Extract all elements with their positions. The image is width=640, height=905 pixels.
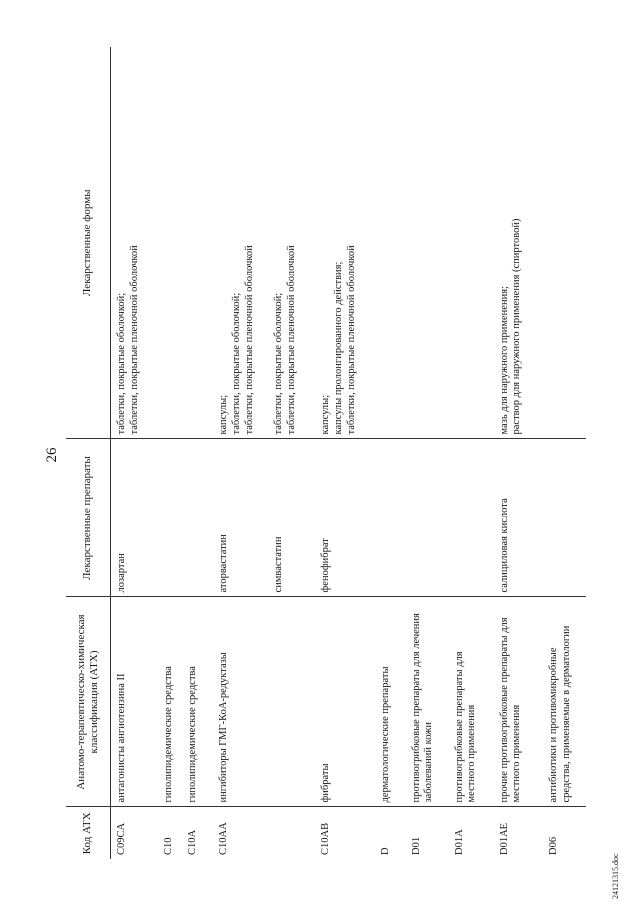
cell-classification-line: средства, применяемые в дерматологии	[560, 625, 572, 803]
cell-classification-line: заболеваний кожи	[423, 721, 435, 803]
cell-forms-line: таблетки, покрытые пленочной оболочкой	[243, 245, 255, 435]
cell-code: C10AB	[320, 822, 332, 855]
table-row	[449, 47, 494, 859]
cell-code: D06	[547, 836, 559, 855]
cell-forms	[449, 47, 494, 439]
cell-classification	[406, 597, 449, 807]
cell-classification	[375, 597, 406, 807]
header-drugs: Лекарственные препараты	[66, 439, 111, 597]
cell-forms-line: таблетки, покрытые пленочной оболочкой	[346, 245, 357, 435]
cell-code: D01A	[453, 829, 465, 855]
cell-classification	[315, 597, 374, 807]
table-row	[315, 47, 374, 859]
header-code: Код АТХ	[66, 807, 111, 859]
cell-drug	[375, 439, 406, 597]
table-body	[111, 47, 587, 859]
header-forms: Лекарственные формы	[66, 47, 111, 439]
cell-drug	[449, 439, 494, 597]
cell-classification-line: гиполипидемические средства	[162, 666, 174, 803]
cell-drug	[543, 439, 586, 597]
cell-forms-line: мазь для наружного применения;	[498, 286, 510, 435]
cell-forms-line: таблетки, покрытые оболочкой;	[230, 292, 242, 435]
cell-classification-line: дерматологические препараты	[379, 666, 391, 803]
cell-forms-line: капсулы;	[320, 394, 332, 435]
cell-forms	[375, 47, 406, 439]
cell-classification-line: местного применения	[511, 704, 523, 803]
cell-code: D01AE	[498, 822, 510, 855]
header-classification-line: Анатомо-терапевтическо-химическая	[74, 614, 87, 790]
cell-forms-line: капсулы;	[217, 394, 229, 435]
cell-classification	[158, 597, 183, 807]
table-row	[543, 47, 586, 859]
cell-drug: симвастатин	[268, 439, 315, 597]
cell-forms	[494, 47, 543, 439]
cell-classification	[213, 597, 268, 807]
cell-forms-line: таблетки, покрытые пленочной оболочкой	[286, 245, 298, 435]
table-row	[406, 47, 449, 859]
cell-forms	[268, 47, 315, 439]
header-classification	[66, 597, 111, 807]
table-row	[158, 47, 183, 859]
cell-classification-line: фибраты	[320, 763, 332, 803]
atc-drug-table	[66, 47, 586, 859]
cell-classification	[111, 597, 158, 807]
cell-forms-line: капсулы пролонгированного действия;	[333, 261, 345, 435]
cell-classification-line: ингибиторы ГМГ-КоА-редуктазы	[217, 652, 229, 803]
cell-classification-line: местного применения	[466, 704, 478, 803]
table-row	[375, 47, 406, 859]
table-row	[182, 47, 213, 859]
cell-drug	[182, 439, 213, 597]
cell-forms	[158, 47, 183, 439]
table-header-row	[66, 47, 111, 859]
table-row	[213, 47, 268, 859]
cell-forms	[182, 47, 213, 439]
cell-classification-line: антагонисты ангиотензина II	[116, 673, 127, 803]
table-row	[111, 47, 158, 859]
cell-forms	[213, 47, 268, 439]
cell-drug	[406, 439, 449, 597]
cell-classification	[543, 597, 586, 807]
cell-forms-line: раствор для наружного применения (спиртовой)	[511, 218, 523, 435]
cell-forms	[406, 47, 449, 439]
cell-forms-line: таблетки, покрытые оболочкой;	[273, 292, 285, 435]
footer-filename: 24121315.doc	[611, 853, 620, 899]
cell-forms-line: таблетки, покрытые пленочной оболочкой	[128, 245, 140, 435]
cell-drug	[158, 439, 183, 597]
page-number: 26	[44, 447, 60, 463]
cell-drug: салициловая кислота	[494, 439, 543, 597]
table-row	[268, 47, 315, 859]
cell-classification-line: гиполипидемические средства	[187, 666, 199, 803]
cell-code: C10	[162, 837, 174, 855]
cell-code: C10A	[187, 829, 199, 855]
header-classification-line: классификация (АТХ)	[88, 650, 100, 754]
cell-code	[268, 807, 315, 859]
cell-forms-line: таблетки, покрытые оболочкой;	[116, 292, 127, 435]
cell-classification-line: противогрибковые препараты для	[453, 651, 465, 803]
cell-forms	[543, 47, 586, 439]
cell-classification	[268, 597, 315, 807]
table-row	[494, 47, 543, 859]
cell-classification-line: антибиотики и противомикробные	[547, 647, 559, 803]
cell-drug: фенофибрат	[315, 439, 374, 597]
cell-forms	[315, 47, 374, 439]
cell-classification-line: прочие противогрибковые препараты для	[498, 617, 510, 803]
cell-drug: аторвастатин	[213, 439, 268, 597]
cell-drug: лозартан	[111, 439, 158, 597]
cell-code: D	[379, 847, 391, 855]
cell-classification-line: противогрибковые препараты для лечения	[410, 613, 422, 803]
cell-code: C10AA	[217, 822, 229, 855]
cell-code: D01	[410, 836, 422, 855]
cell-forms	[111, 47, 158, 439]
cell-classification	[494, 597, 543, 807]
cell-classification	[449, 597, 494, 807]
cell-code: C09CA	[116, 822, 127, 855]
cell-classification	[182, 597, 213, 807]
